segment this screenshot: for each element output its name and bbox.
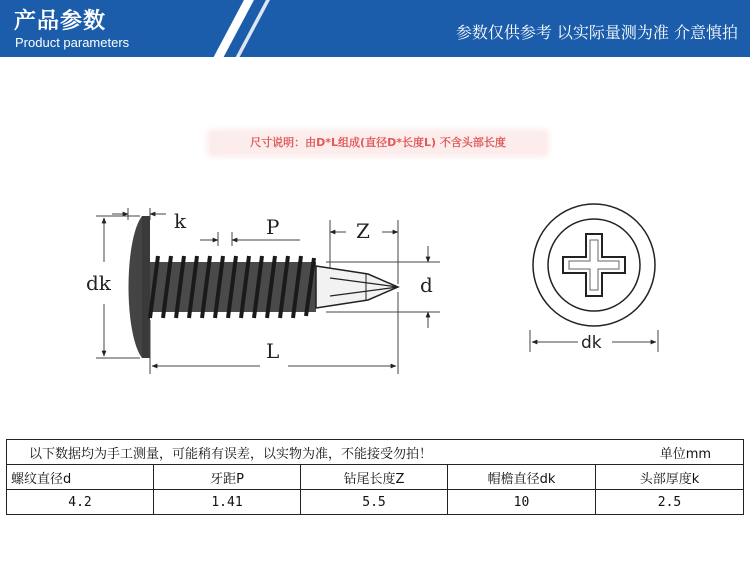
screw-end-view bbox=[530, 204, 658, 353]
measure-note: 以下数据均为手工测量，可能稍有误差，以实物为准，不能接受勿拍！ bbox=[29, 446, 433, 462]
value-pitch: 1.41 bbox=[154, 490, 301, 515]
screw-drawing bbox=[0, 180, 750, 380]
header-banner bbox=[0, 0, 750, 57]
label-dk: dk bbox=[86, 271, 111, 295]
unit-label: 单位mm bbox=[659, 446, 712, 462]
size-caption: 尺寸说明：由D*L组成(直径D*长度L) 不含头部长度 bbox=[210, 132, 546, 154]
table-header-row bbox=[7, 465, 744, 490]
header-head-thickness: 头部厚度k bbox=[596, 465, 744, 490]
label-k: k bbox=[174, 209, 187, 233]
drill-point bbox=[316, 266, 398, 308]
table-row bbox=[7, 490, 744, 515]
dimension-p bbox=[200, 215, 300, 246]
notice-text: 参数仅供参考 以实际量测为准 介意慎拍 bbox=[455, 23, 738, 42]
header-head-diameter: 帽檐直径dk bbox=[448, 465, 596, 490]
value-drill-length: 5.5 bbox=[301, 490, 448, 515]
label-l: L bbox=[266, 339, 280, 363]
value-head-thickness: 2.5 bbox=[596, 490, 744, 515]
value-thread-diameter: 4.2 bbox=[7, 490, 154, 515]
label-dk-end: dk bbox=[581, 333, 602, 353]
label-p: P bbox=[266, 215, 280, 239]
table-note-row bbox=[7, 440, 744, 465]
value-head-diameter: 10 bbox=[448, 490, 596, 515]
page-subtitle: Product parameters bbox=[15, 35, 130, 50]
label-z: Z bbox=[356, 219, 370, 243]
header-drill-length: 钻尾长度Z bbox=[301, 465, 448, 490]
screw-head bbox=[129, 216, 151, 358]
parameter-table bbox=[6, 439, 744, 515]
page-title: 产品参数 bbox=[14, 9, 107, 34]
screw-shank bbox=[150, 256, 316, 318]
label-d: d bbox=[420, 273, 433, 297]
header-thread-diameter: 螺纹直径d bbox=[7, 465, 154, 490]
header-pitch: 牙距P bbox=[154, 465, 301, 490]
